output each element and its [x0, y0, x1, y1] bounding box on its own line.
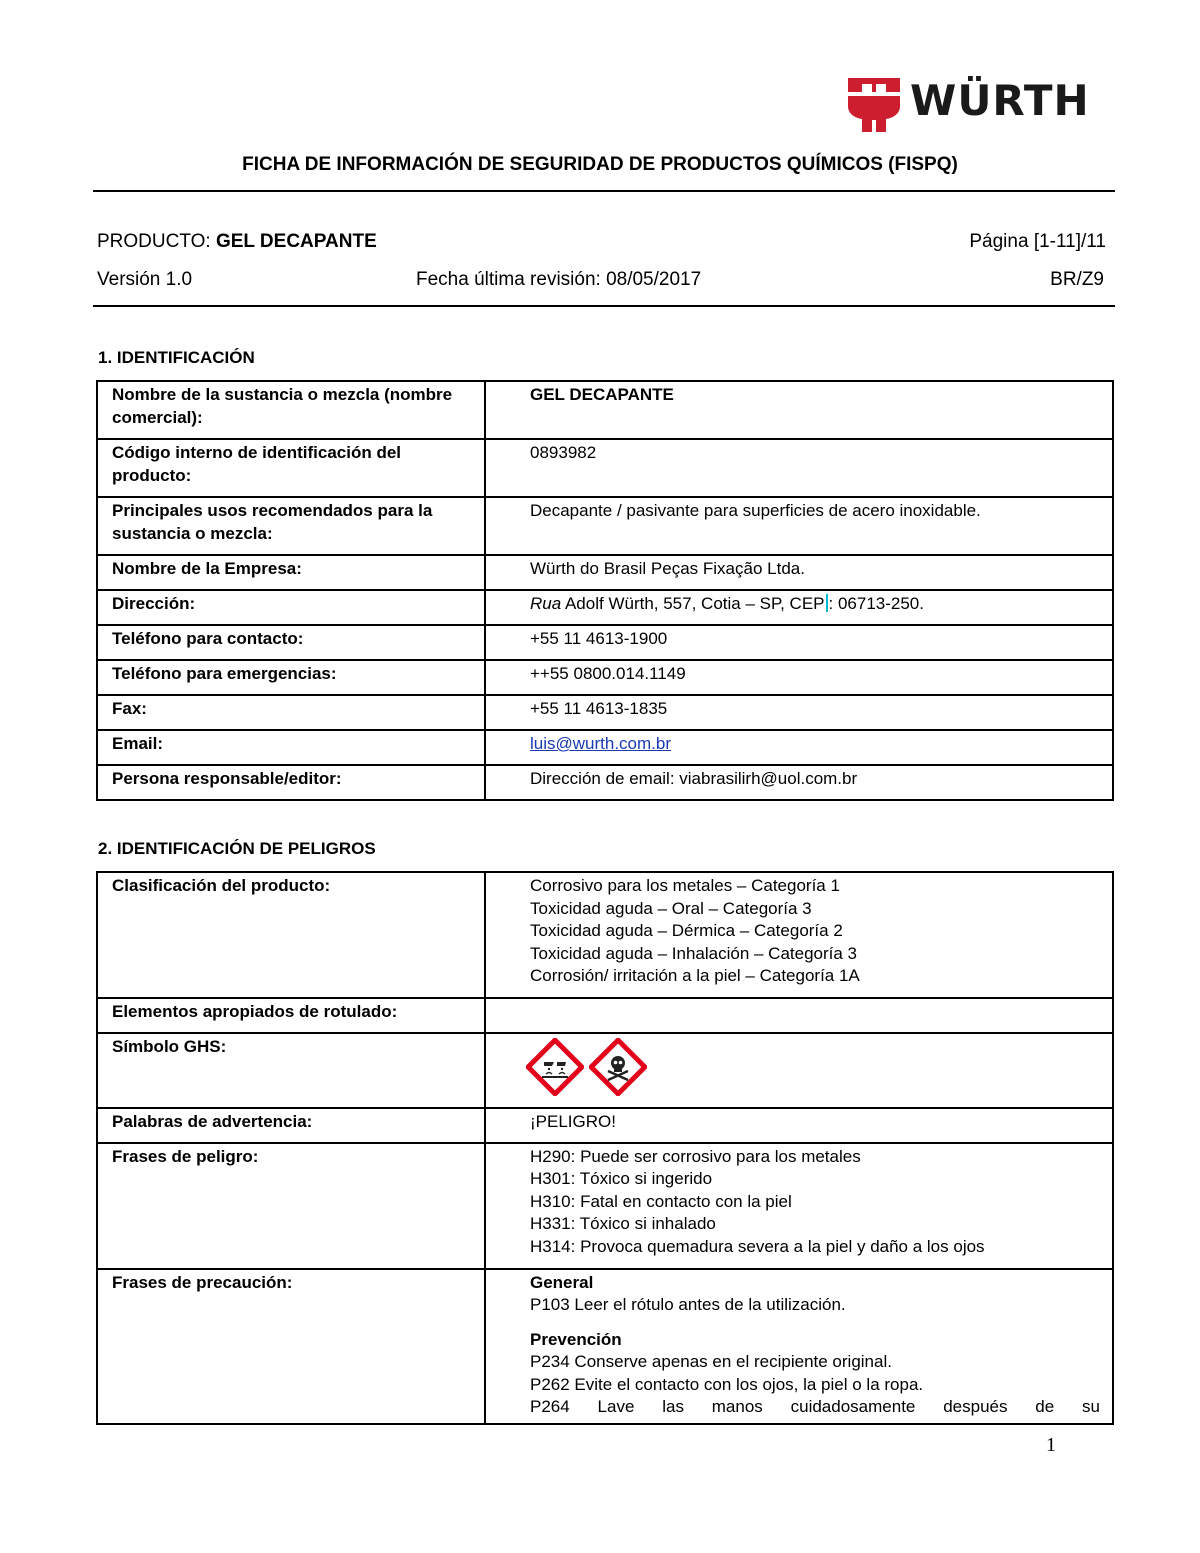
section-1-title: 1. IDENTIFICACIÓN — [98, 348, 255, 367]
table-row — [97, 730, 1113, 765]
field-value: ++55 0800.014.1149 — [485, 660, 1113, 695]
wurth-logo — [846, 78, 1102, 132]
table-row — [97, 1108, 1113, 1143]
field-value: +55 11 4613-1900 — [485, 625, 1113, 660]
field-label: Teléfono para contacto: — [97, 625, 485, 660]
list-item: H290: Puede ser corrosivo para los metales — [530, 1146, 861, 1166]
field-label: Clasificación del producto: — [97, 872, 485, 998]
precaution-list — [485, 1269, 1113, 1424]
list-item: P264 Lave las manos cuidadosamente después de su — [530, 1397, 1100, 1416]
address-part: : 06713-250. — [828, 594, 924, 613]
product-line — [97, 231, 377, 253]
divider — [93, 190, 1115, 192]
table-row — [97, 1143, 1113, 1269]
identification-table — [96, 380, 1114, 801]
page-number: 1 — [1046, 1434, 1056, 1456]
address-value — [485, 590, 1113, 625]
field-label: Elementos apropiados de rotulado: — [97, 998, 485, 1033]
subheading: Prevención — [530, 1329, 622, 1349]
field-label: Fax: — [97, 695, 485, 730]
text-cursor — [826, 594, 828, 612]
product-label: PRODUCTO: — [97, 231, 216, 252]
list-item: Toxicidad aguda – Oral – Categoría 3 — [530, 898, 812, 918]
list-item: H301: Tóxico si ingerido — [530, 1169, 713, 1188]
field-label: Dirección: — [97, 590, 485, 625]
table-row — [97, 765, 1113, 800]
version: Versión 1.0 — [97, 269, 193, 290]
skull-crossbones-icon — [589, 1038, 647, 1096]
document-code: BR/Z9 — [1050, 269, 1104, 290]
table-row — [97, 381, 1113, 439]
field-label: Teléfono para emergencias: — [97, 660, 485, 695]
corrosion-icon — [526, 1038, 584, 1096]
list-item: P234 Conserve apenas en el recipiente original. — [530, 1352, 892, 1371]
email-link[interactable]: luis@wurth.com.br — [530, 734, 672, 753]
spacer — [530, 1317, 1100, 1329]
field-label: Código interno de identificación del producto: — [97, 439, 485, 497]
list-item: Toxicidad aguda – Dérmica – Categoría 2 — [530, 921, 843, 940]
table-row — [97, 1269, 1113, 1424]
page-info: Página [1-11]/11 — [969, 231, 1106, 252]
table-row — [97, 1033, 1113, 1108]
table-row — [97, 555, 1113, 590]
field-value: Würth do Brasil Peças Fixação Ltda. — [485, 555, 1113, 590]
field-value: 0893982 — [485, 439, 1113, 497]
hazard-list — [485, 1143, 1113, 1269]
field-label: Palabras de advertencia: — [97, 1108, 485, 1143]
field-label: Persona responsable/editor: — [97, 765, 485, 800]
field-label: Email: — [97, 730, 485, 765]
field-label: Nombre de la sustancia o mezcla (nombre comercial): — [97, 381, 485, 439]
revision-date: Fecha última revisión: 08/05/2017 — [416, 269, 702, 290]
field-value — [485, 998, 1113, 1033]
table-row — [97, 439, 1113, 497]
list-item: H314: Provoca quemadura severa a la piel y daño a los ojos — [530, 1236, 985, 1256]
table-row — [97, 660, 1113, 695]
address-part: Adolf Würth, 557, Cotia – SP, CEP — [561, 594, 825, 613]
list-item: H310: Fatal en contacto con la piel — [530, 1191, 792, 1211]
field-value: +55 11 4613-1835 — [485, 695, 1113, 730]
table-row — [97, 998, 1113, 1033]
field-value: GEL DECAPANTE — [485, 381, 1113, 439]
signal-word: ¡PELIGRO! — [485, 1108, 1113, 1143]
wurth-logo-mark — [846, 78, 902, 132]
list-item: Toxicidad aguda – Inhalación – Categoría 3 — [530, 943, 858, 963]
field-label: Principales usos recomendados para la sustancia o mezcla: — [97, 497, 485, 555]
divider — [93, 305, 1115, 307]
table-row — [97, 695, 1113, 730]
field-label: Frases de peligro: — [97, 1143, 485, 1269]
section-2-title: 2. IDENTIFICACIÓN DE PELIGROS — [98, 839, 376, 858]
field-label: Frases de precaución: — [97, 1269, 485, 1424]
product-name: GEL DECAPANTE — [215, 231, 377, 252]
table-row — [97, 872, 1113, 998]
table-row — [97, 625, 1113, 660]
ghs-symbols — [485, 1033, 1113, 1108]
address-street-type: Rua — [530, 594, 562, 613]
list-item: P103 Leer el rótulo antes de la utilización. — [530, 1295, 846, 1314]
subheading: General — [530, 1272, 594, 1292]
list-item: H331: Tóxico si inhalado — [530, 1214, 716, 1233]
field-value: Decapante / pasivante para superficies de acero inoxidable. — [485, 497, 1113, 555]
list-item: Corrosión/ irritación a la piel – Categoría 1A — [530, 966, 860, 985]
table-row — [97, 590, 1113, 625]
logo-wordmark: WÜRTH — [910, 76, 1090, 125]
table-row — [97, 497, 1113, 555]
document-title: FICHA DE INFORMACIÓN DE SEGURIDAD DE PRODUCTOS QUÍMICOS (FISPQ) — [242, 154, 958, 175]
list-item: P262 Evite el contacto con los ojos, la piel o la ropa. — [530, 1374, 924, 1394]
field-value: Dirección de email: viabrasilirh@uol.com.br — [485, 765, 1113, 800]
list-item: Corrosivo para los metales – Categoría 1 — [530, 876, 840, 895]
classification-list — [485, 872, 1113, 998]
field-label: Símbolo GHS: — [97, 1033, 485, 1108]
field-label: Nombre de la Empresa: — [97, 555, 485, 590]
email-cell — [485, 730, 1113, 765]
hazards-table — [96, 871, 1114, 1425]
